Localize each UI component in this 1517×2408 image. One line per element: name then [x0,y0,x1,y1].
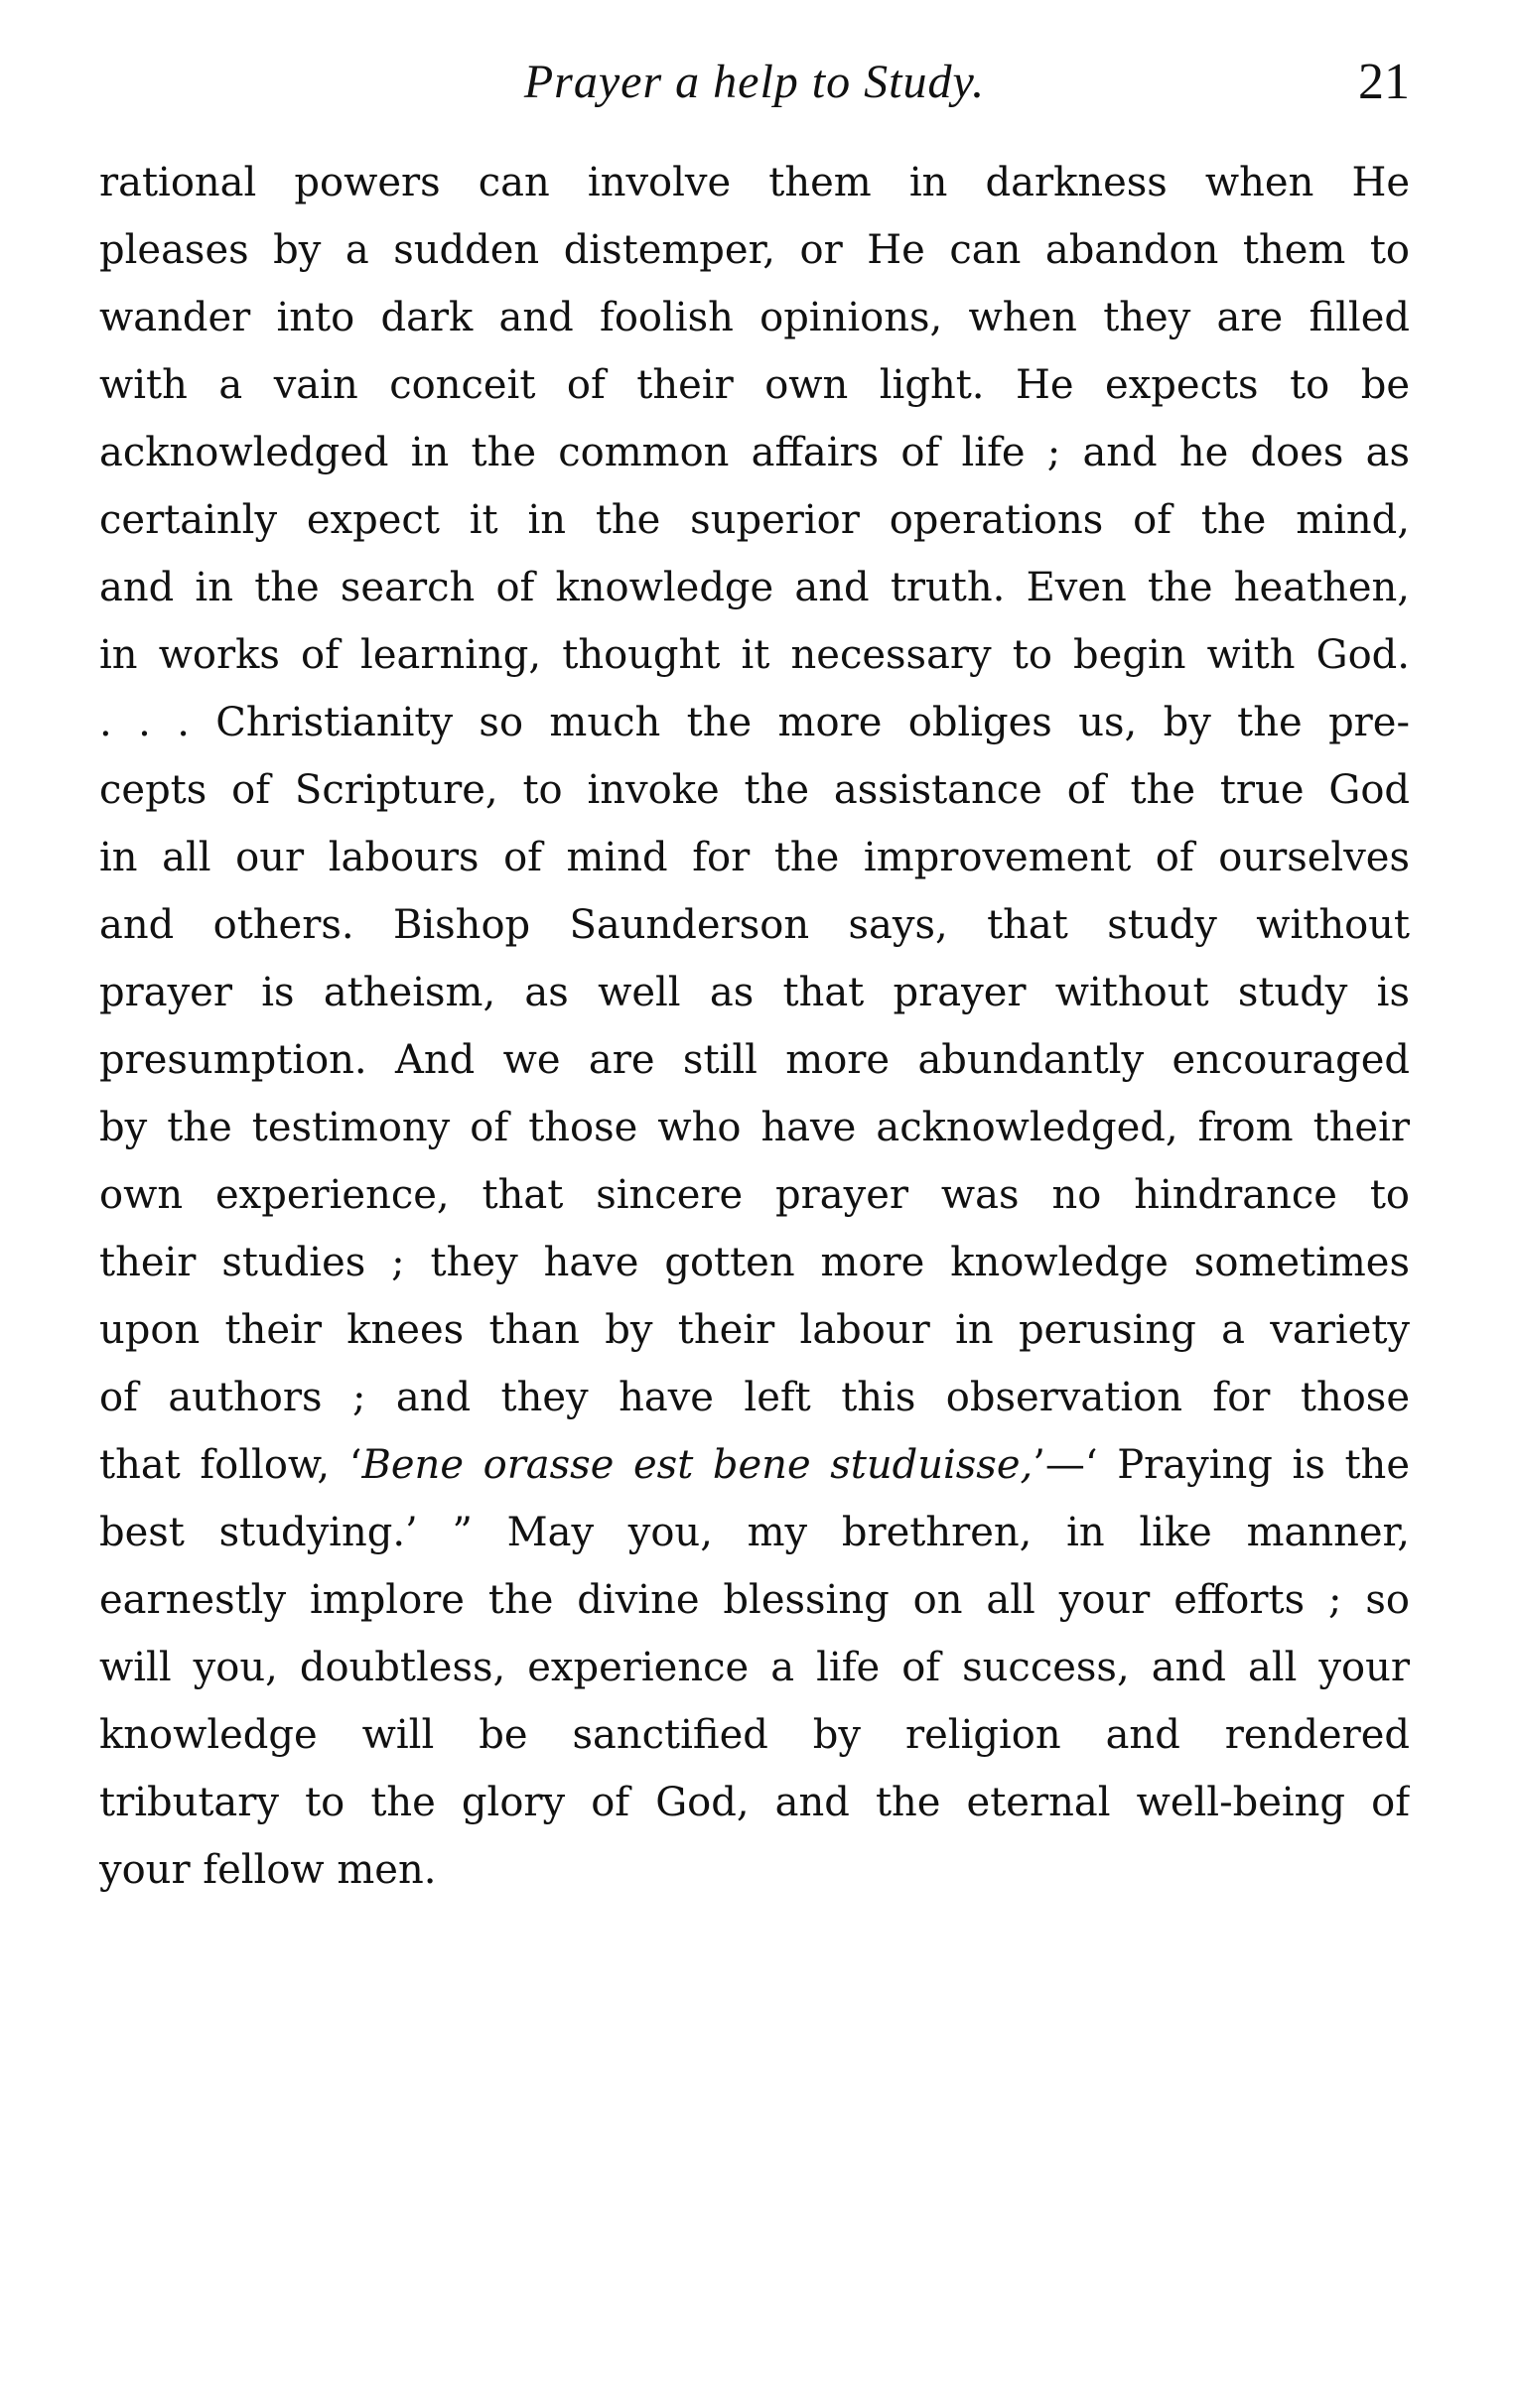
text-line: by the testimony of those who have acknowledged, from their [99,1105,1410,1150]
quote-line-after: ’—‘ Praying is the [1033,1442,1410,1488]
page-number: 21 [1358,54,1410,110]
text-line: their studies ; they have gotten more knowledge sometimes [99,1240,1410,1285]
quote-line-before: that follow, ‘ [99,1442,362,1488]
running-title: Prayer a help to Study. [523,56,986,108]
text-line: rational powers can involve them in darkness when He [99,160,1410,205]
text-line: tributary to the glory of God, and the eternal well-being of [99,1780,1410,1825]
text-line: pleases by a sudden distemper, or He can abandon them to [99,227,1410,273]
body-text [99,149,1410,1904]
text-line: in all our labours of mind for the improvement of ourselves [99,835,1410,880]
latin-quote-line [99,1431,1410,1499]
text-line: acknowledged in the common affairs of life ; and he does as [99,430,1410,475]
text-line: with a vain conceit of their own light. He expects to be [99,362,1410,408]
text-line: in works of learning, thought it necessary to begin with God. [99,632,1410,678]
text-line: own experience, that sincere prayer was no hindrance to [99,1172,1410,1218]
text-line-final: your fellow men. [99,1847,437,1893]
running-head [99,48,1410,117]
text-line: prayer is atheism, as well as that prayer without study is [99,970,1410,1015]
text-line: cepts of Scripture, to invoke the assistance of the true God [99,767,1410,813]
text-line: wander into dark and foolish opinions, when they are filled [99,295,1410,340]
text-line: . . . Christianity so much the more obliges us, by the pre- [99,700,1410,745]
text-line: and in the search of knowledge and truth. Even the heathen, [99,565,1410,610]
text-line: of authors ; and they have left this observation for those [99,1375,1410,1420]
text-line: best studying.’ ” May you, my brethren, in like manner, [99,1510,1410,1555]
text-line: presumption. And we are still more abundantly encouraged [99,1037,1410,1083]
text-line: upon their knees than by their labour in perusing a variety [99,1307,1410,1353]
text-line: knowledge will be sanctified by religion and rendered [99,1712,1410,1758]
text-line: earnestly implore the divine blessing on all your efforts ; so [99,1577,1410,1623]
text-line: certainly expect it in the superior operations of the mind, [99,497,1410,543]
text-line: and others. Bishop Saunderson says, that study without [99,902,1410,948]
latin-quotation: Bene orasse est bene studuisse, [361,1442,1034,1488]
text-line: will you, doubtless, experience a life of success, and all your [99,1645,1410,1690]
